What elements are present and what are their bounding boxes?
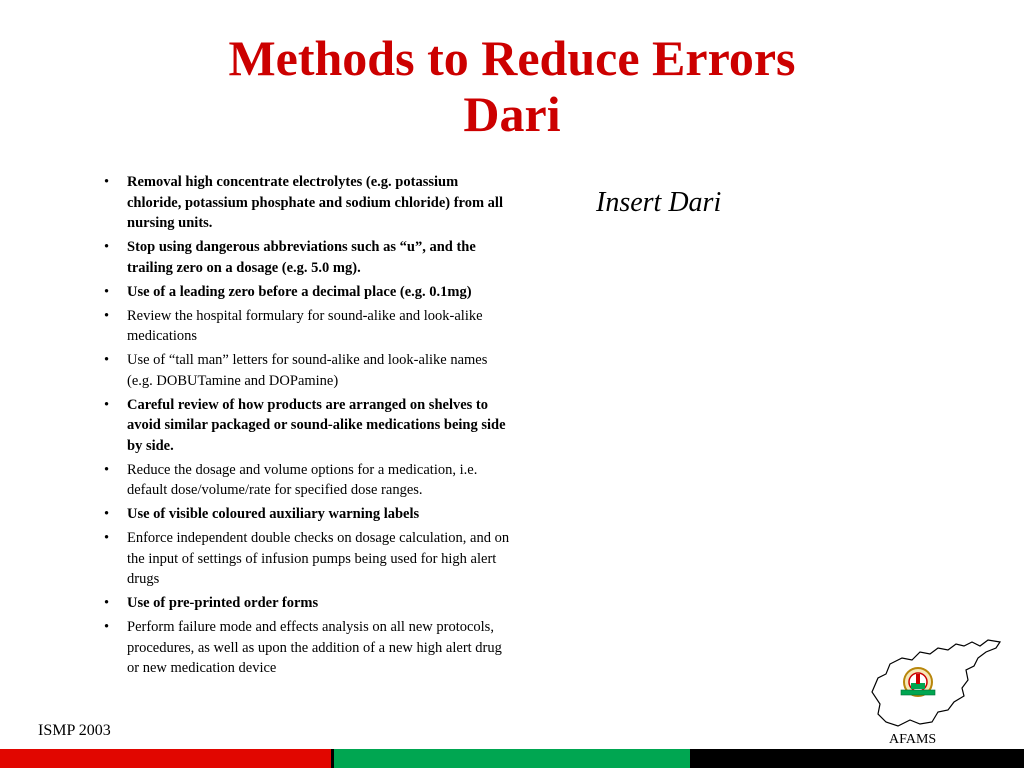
slide-title-line2: Dari	[463, 86, 561, 142]
bullet-item	[102, 504, 512, 525]
bullet-text: Perform failure mode and effects analysis on all new protocols, procedures, as well as upon the addition of a new high alert drug or new medication device	[127, 619, 502, 676]
bullet-list	[102, 172, 512, 682]
bullet-dot: •	[104, 174, 110, 190]
bullet-item	[102, 593, 512, 614]
bullet-dot: •	[104, 239, 110, 255]
bullet-text: Enforce independent double checks on dosage calculation, and on the input of settings of infusion pumps being used for high alert drugs	[127, 530, 510, 587]
bullet-text: Review the hospital formulary for sound-alike and look-alike medications	[127, 307, 483, 344]
bullet-text: Stop using dangerous abbreviations such as “u”, and the trailing zero on a dosage (e.g. 5.0 mg).	[127, 239, 476, 276]
bullet-dot: •	[104, 352, 110, 368]
bullet-item	[102, 282, 512, 303]
bullet-text: Careful review of how products are arranged on shelves to avoid similar packaged or sound-alike medications being side by side.	[127, 396, 506, 454]
logo-caption: AFAMS	[889, 732, 937, 747]
bullet-dot: •	[104, 307, 110, 324]
bullet-text: Use of visible coloured auxiliary warning labels	[127, 506, 420, 522]
footer-color-bar	[0, 749, 1024, 768]
footer-bar-red	[0, 749, 331, 768]
slide-title-line1: Methods to Reduce Errors	[228, 30, 796, 86]
bullet-item	[102, 460, 512, 501]
afghanistan-map-emblem-icon	[868, 636, 1004, 736]
footer-source: ISMP 2003	[38, 722, 111, 739]
bullet-item	[102, 395, 512, 457]
bullet-dot: •	[104, 530, 110, 546]
bullet-item	[102, 350, 512, 391]
bullet-item	[102, 617, 512, 679]
footer-bar-black	[690, 749, 1024, 768]
bullet-dot: •	[104, 283, 110, 300]
bullet-text: Use of pre-printed order forms	[127, 595, 319, 611]
bullet-dot: •	[104, 619, 110, 635]
bullet-item	[102, 306, 512, 347]
bullet-item	[102, 528, 512, 590]
bullet-dot: •	[104, 506, 110, 522]
bullet-dot: •	[104, 595, 110, 611]
bullet-dot: •	[104, 396, 110, 413]
bullet-text: Reduce the dosage and volume options for a medication, i.e. default dose/volume/rate for specified dose ranges.	[127, 461, 478, 498]
insert-placeholder-text: Insert Dari	[596, 187, 722, 218]
footer-bar-green	[334, 749, 690, 768]
bullet-text: Use of a leading zero before a decimal place (e.g. 0.1mg)	[127, 283, 472, 300]
bullet-item	[102, 237, 512, 278]
bullet-text: Removal high concentrate electrolytes (e.g. potassium chloride, potassium phosphate and sodium chloride) from all nursing units.	[127, 174, 503, 231]
bullet-text: Use of “tall man” letters for sound-alike and look-alike names (e.g. DOBUTamine and DOPamine)	[127, 352, 488, 389]
slide-title	[0, 30, 1024, 142]
bullet-item	[102, 172, 512, 234]
bullet-dot: •	[104, 461, 110, 478]
